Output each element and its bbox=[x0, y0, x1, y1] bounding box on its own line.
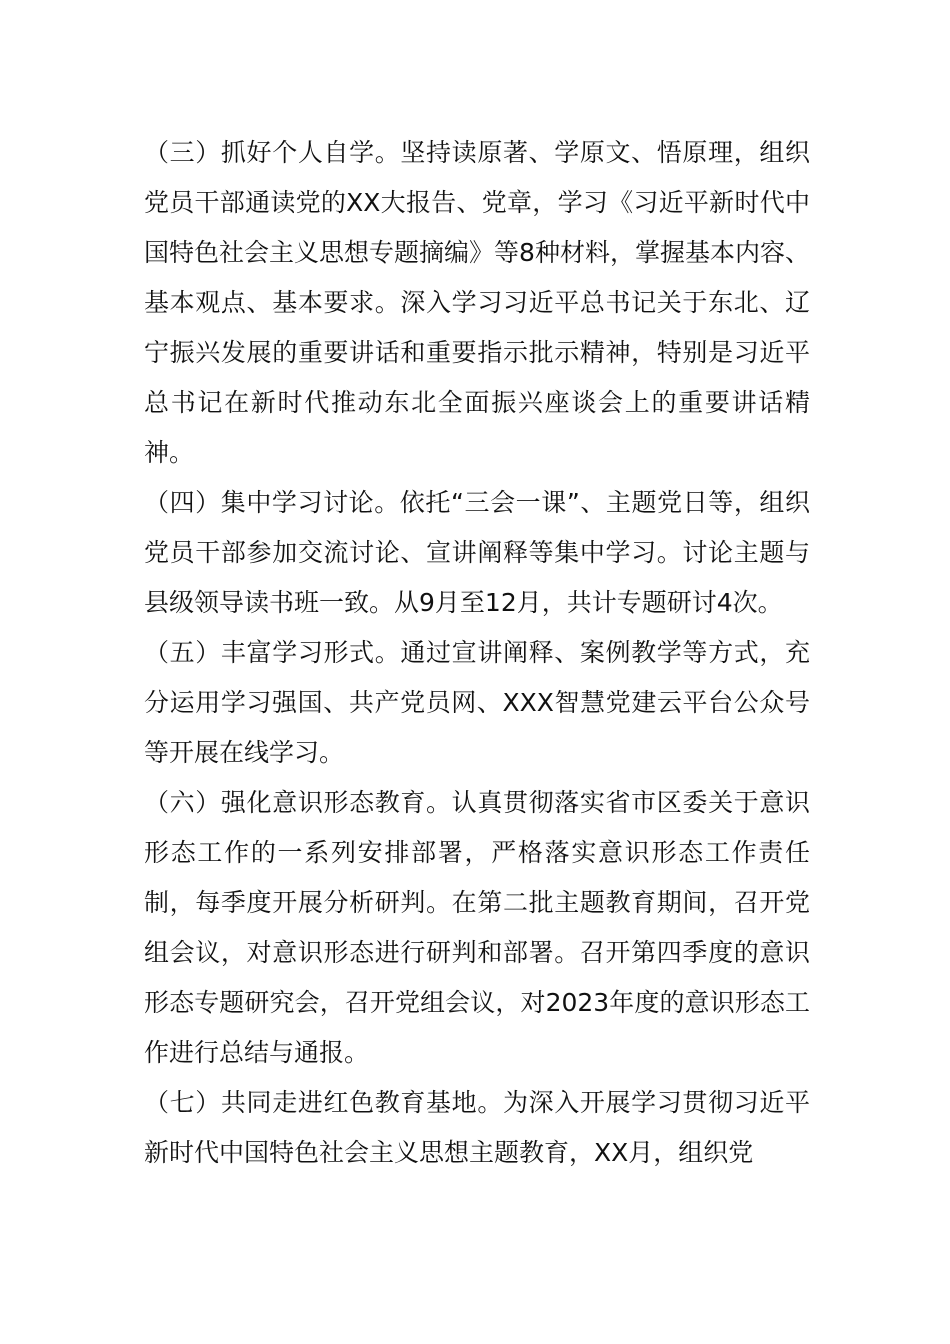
paragraph-ideology-education: （六）强化意识形态教育。认真贯彻落实省市区委关于意识形态工作的一系列安排部署，严格落实意识形态工作责任制，每季度开展分析研判。在第二批主题教育期间，召开党组会议，对意识形态进行研判和部署。召开第四季度的意识形态专题研究会，召开党组会议，对2023年度的意识形态工作进行总结与通报。 bbox=[144, 788, 810, 1067]
document-body bbox=[144, 128, 810, 1178]
paragraph-group-discussion: （四）集中学习讨论。依托“三会一课”、主题党日等，组织党员干部参加交流讨论、宣讲阐释等集中学习。讨论主题与县级领导读书班一致。从9月至12月，共计专题研讨4次。 bbox=[144, 488, 810, 617]
paragraph-study-forms: （五）丰富学习形式。通过宣讲阐释、案例教学等方式，充分运用学习强国、共产党员网、XXX智慧党建云平台公众号等开展在线学习。 bbox=[144, 638, 810, 767]
paragraph-personal-study: （三）抓好个人自学。坚持读原著、学原文、悟原理，组织党员干部通读党的XX大报告、党章，学习《习近平新时代中国特色社会主义思想专题摘编》等8种材料，掌握基本内容、基本观点、基本要求。深入学习习近平总书记关于东北、辽宁振兴发展的重要讲话和重要指示批示精神，特别是习近平总书记在新时代推动东北全面振兴座谈会上的重要讲话精神。 bbox=[144, 138, 810, 467]
paragraph-red-education-base: （七）共同走进红色教育基地。为深入开展学习贯彻习近平新时代中国特色社会主义思想主题教育，XX月，组织党 bbox=[144, 1088, 810, 1167]
